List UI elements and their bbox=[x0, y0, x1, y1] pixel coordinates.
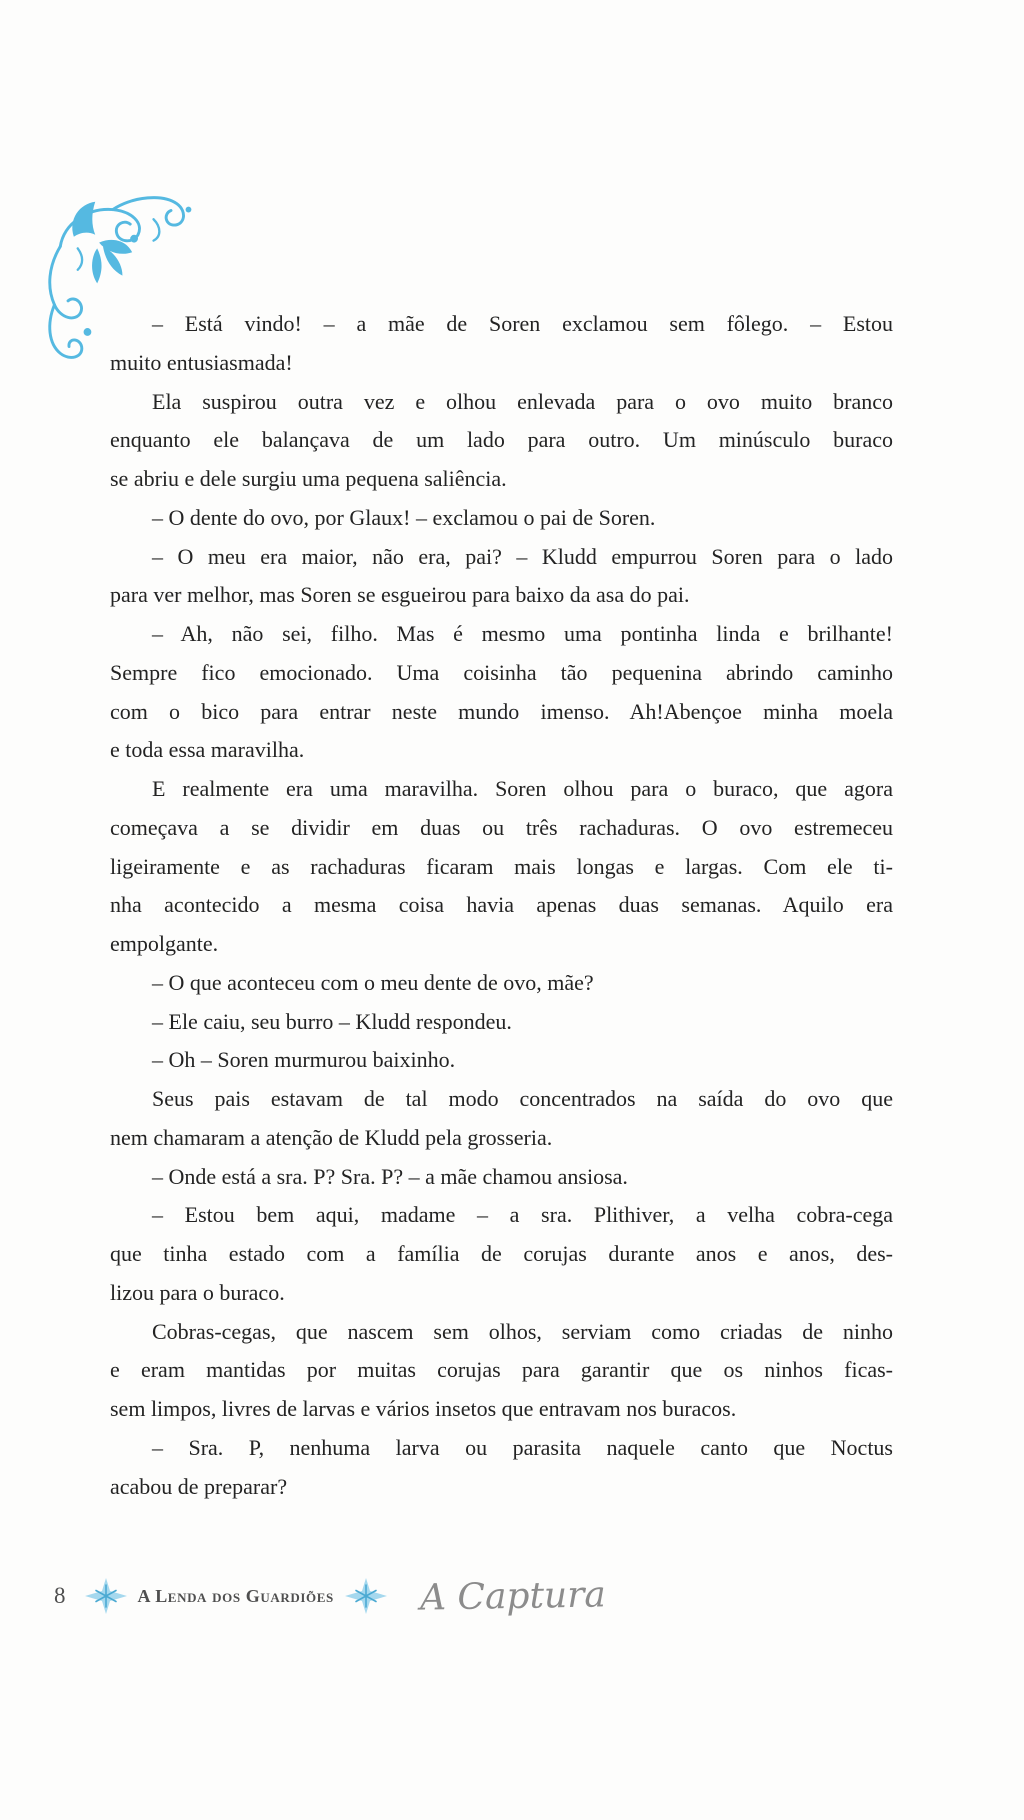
snowflake-ornament-icon bbox=[84, 1577, 128, 1615]
body-text bbox=[110, 305, 893, 1506]
text-line: empolgante. bbox=[110, 931, 219, 956]
text-line: – Estou bem aqui, madame – a sra. Plithiver, a velha cobra-cega bbox=[152, 1202, 893, 1228]
text-line: e toda essa maravilha. bbox=[110, 737, 305, 763]
text-line: – Oh – Soren murmurou baixinho. bbox=[152, 1047, 456, 1073]
text-line: – Ah, não sei, filho. Mas é mesmo uma pontinha linda e brilhante! bbox=[152, 621, 893, 646]
text-line: Cobras-cegas, que nascem sem olhos, serviam como criadas de ninho bbox=[152, 1318, 893, 1344]
text-line: enquanto ele balançava de um lado para outro. Um minúsculo buraco bbox=[110, 427, 893, 453]
text-line: – O dente do ovo, por Glaux! – exclamou o pai de Soren. bbox=[152, 504, 656, 530]
page-footer bbox=[54, 1572, 606, 1620]
text-line: Seus pais estavam de tal modo concentrados na saída do ovo que bbox=[152, 1086, 893, 1111]
book-title: A Captura bbox=[419, 1573, 606, 1619]
text-line: – Sra. P, nenhuma larva ou parasita naquele canto que Noctus bbox=[152, 1434, 893, 1460]
text-line: e eram mantidas por muitas corujas para garantir que os ninhos ficas- bbox=[110, 1357, 893, 1383]
text-line: que tinha estado com a família de corujas durante anos e anos, des- bbox=[110, 1241, 893, 1266]
snowflake-ornament-icon bbox=[344, 1577, 388, 1615]
text-line: Sempre fico emocionado. Uma coisinha tão pequenina abrindo caminho bbox=[110, 659, 893, 685]
text-line: – Onde está a sra. P? Sra. P? – a mãe chamou ansiosa. bbox=[152, 1163, 628, 1189]
text-line: com o bico para entrar neste mundo imenso. Ah!Abençoe minha moela bbox=[110, 698, 893, 724]
text-line: se abriu e dele surgiu uma pequena saliência. bbox=[110, 466, 507, 491]
text-line: – Ele caiu, seu burro – Kludd respondeu. bbox=[152, 1008, 512, 1034]
page-number: 8 bbox=[54, 1583, 66, 1608]
text-line: nha acontecido a mesma coisa havia apenas duas semanas. Aquilo era bbox=[110, 892, 893, 918]
series-title: A Lenda dos Guardiões bbox=[137, 1585, 334, 1606]
text-line: ligeiramente e as rachaduras ficaram mais longas e largas. Com ele ti- bbox=[110, 853, 893, 879]
text-line: nem chamaram a atenção de Kludd pela grosseria. bbox=[110, 1124, 553, 1150]
text-line: muito entusiasmada! bbox=[110, 349, 293, 375]
text-line: – O meu era maior, não era, pai? – Kludd empurrou Soren para o lado bbox=[152, 543, 893, 569]
text-line: para ver melhor, mas Soren se esgueirou para baixo da asa do pai. bbox=[110, 582, 690, 608]
text-line: acabou de preparar? bbox=[110, 1473, 288, 1499]
text-line: E realmente era uma maravilha. Soren olhou para o buraco, que agora bbox=[152, 776, 893, 801]
text-line: – Está vindo! – a mãe de Soren exclamou sem fôlego. – Estou bbox=[152, 311, 893, 336]
text-line: lizou para o buraco. bbox=[110, 1279, 285, 1305]
text-line: Ela suspirou outra vez e olhou enlevada para o ovo muito branco bbox=[152, 388, 893, 414]
text-line: sem limpos, livres de larvas e vários insetos que entravam nos buracos. bbox=[110, 1396, 737, 1421]
text-line: começava a se dividir em duas ou três rachaduras. O ovo estremeceu bbox=[110, 814, 893, 840]
text-line: – O que aconteceu com o meu dente de ovo, mãe? bbox=[152, 969, 594, 995]
